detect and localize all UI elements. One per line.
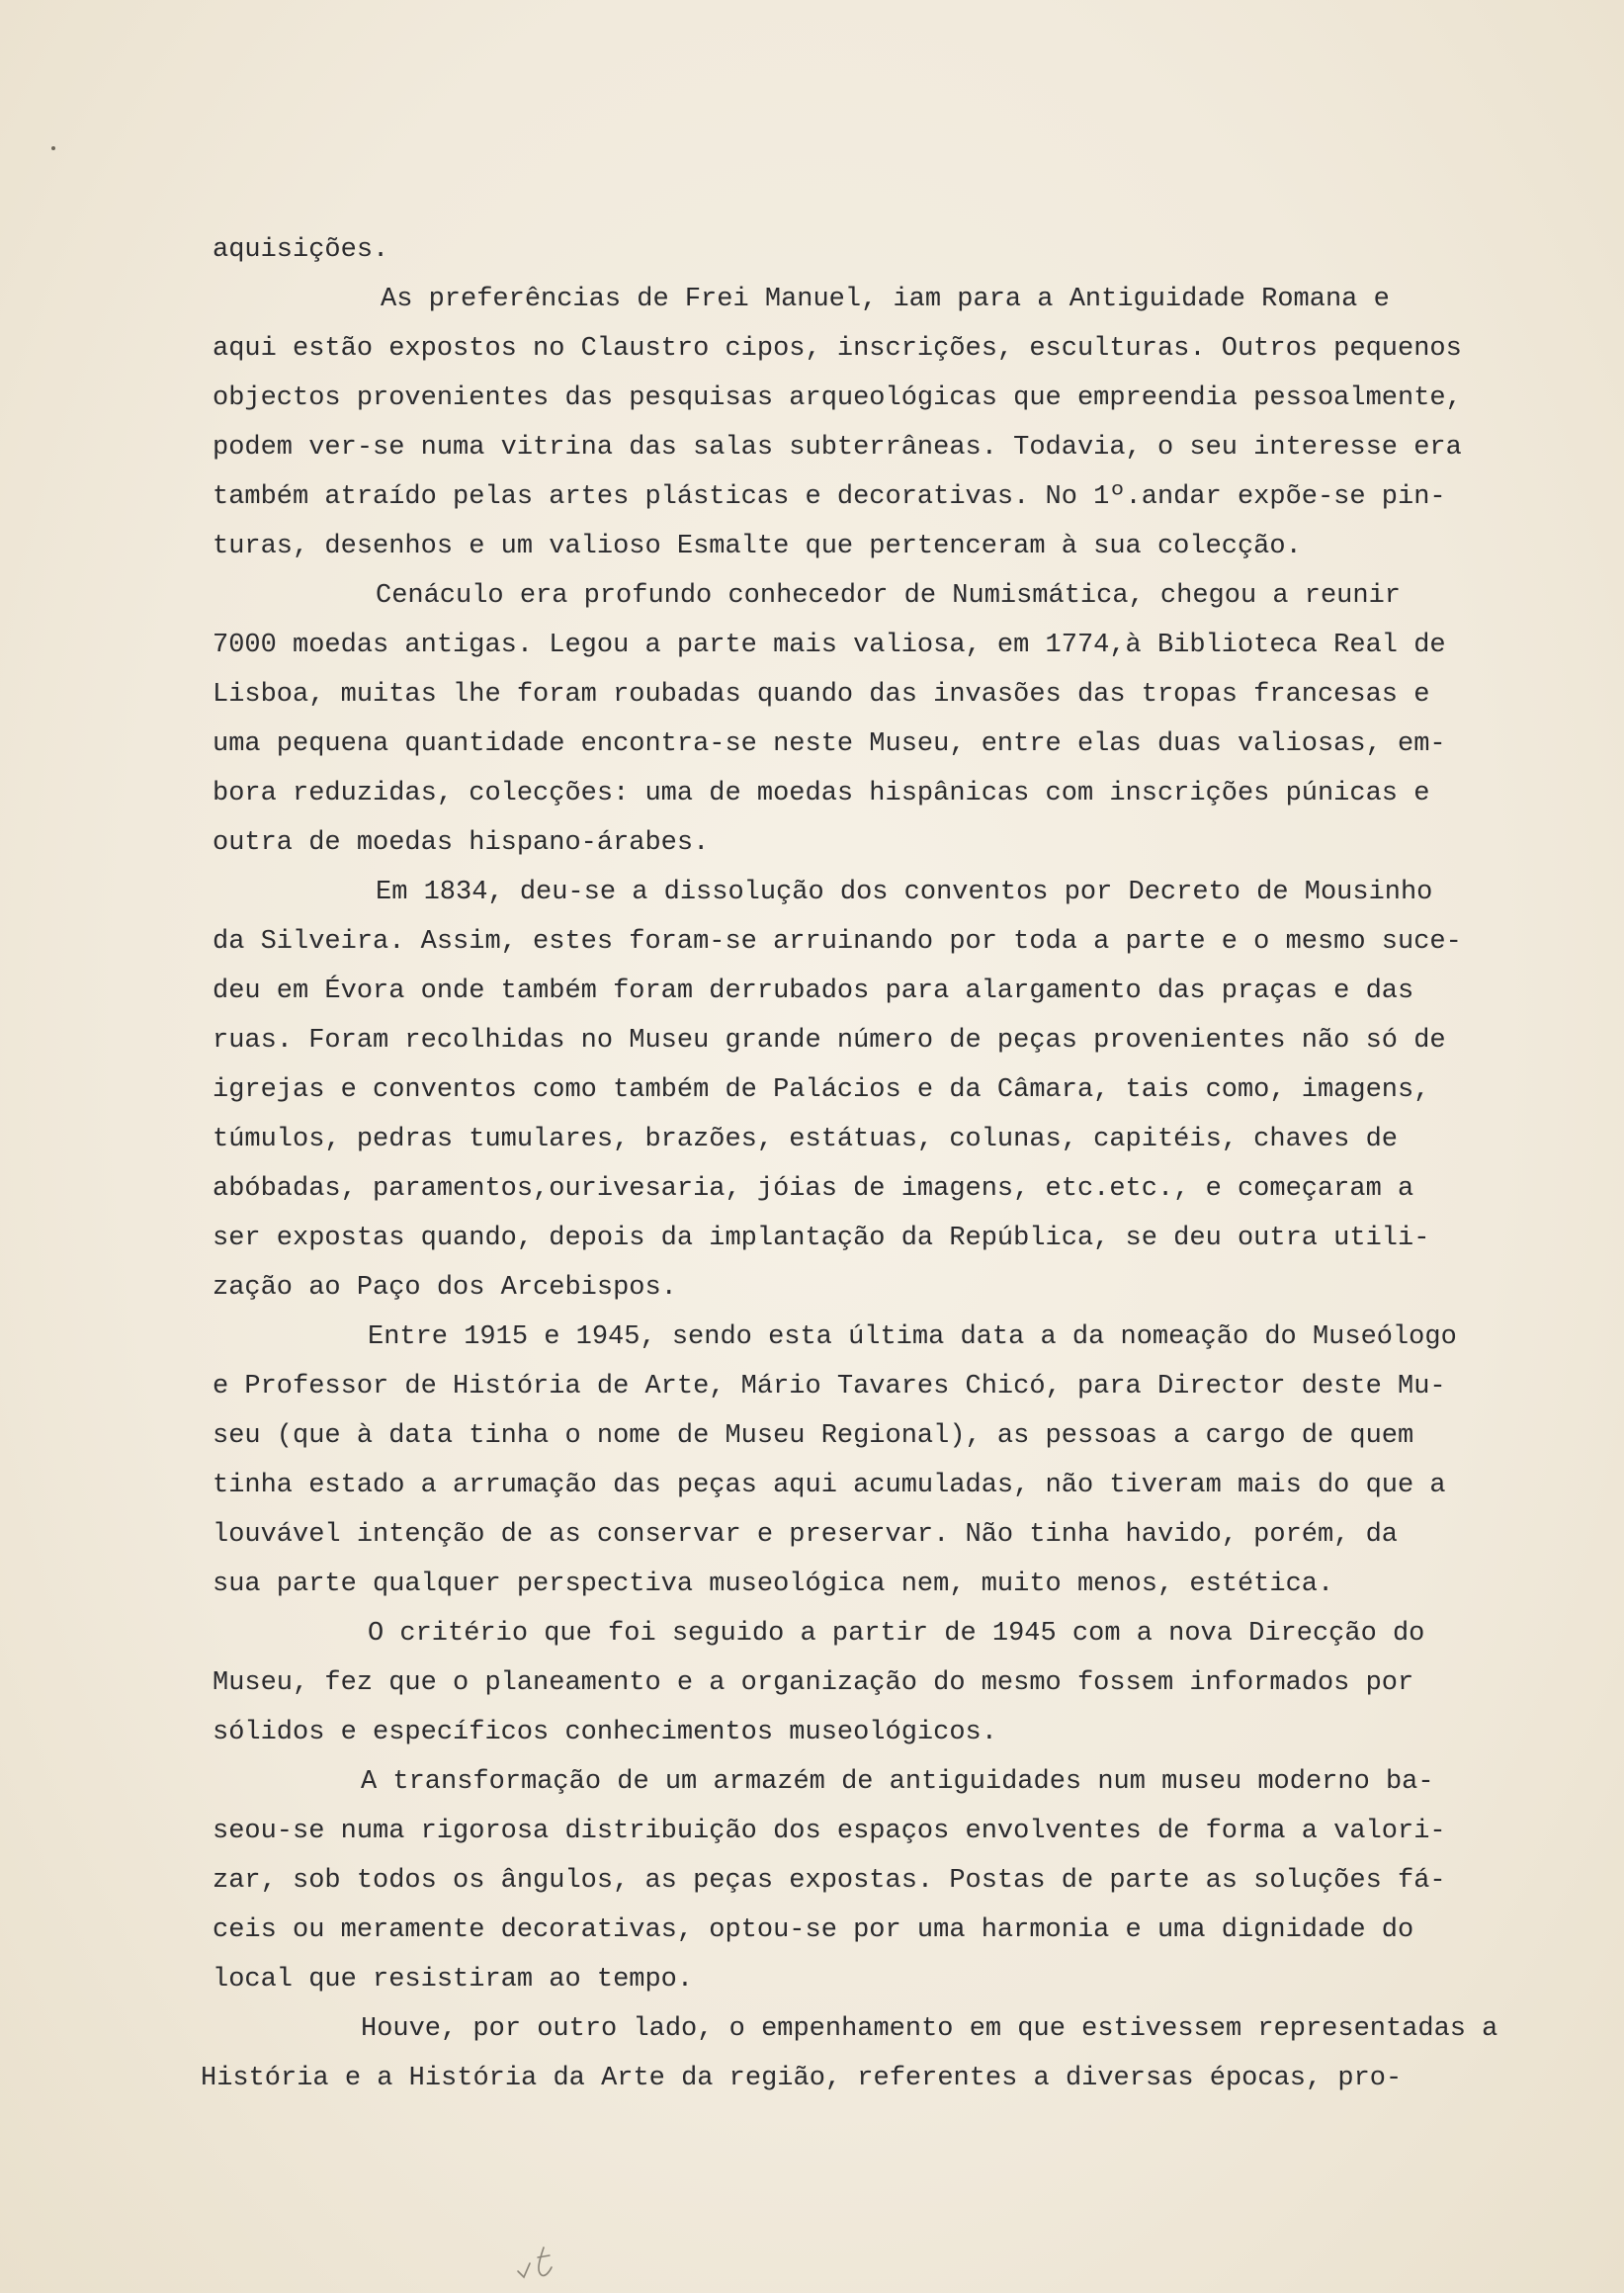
text-line-content: ceis ou meramente decorativas, optou-se por uma harmonia e uma dignidade do: [213, 1915, 1414, 1945]
text-line-content: objectos provenientes das pesquisas arqueológicas que empreendia pessoalmente,: [213, 383, 1462, 413]
text-line-content: Entre 1915 e 1945, sendo esta última data a da nomeação do Museólogo: [368, 1322, 1457, 1352]
text-line-content: zar, sob todos os ângulos, as peças expostas. Postas de parte as soluções fá-: [213, 1866, 1446, 1896]
text-line-content: zação ao Paço dos Arcebispos.: [213, 1273, 677, 1303]
text-line: [213, 720, 1537, 769]
text-line: [213, 225, 1537, 275]
text-line-content: Cenáculo era profundo conhecedor de Numismática, chegou a reunir: [376, 581, 1401, 611]
text-line-content: tinha estado a arrumação das peças aqui acumuladas, não tiveram mais do que a: [213, 1471, 1446, 1500]
text-line-content: turas, desenhos e um valioso Esmalte que pertenceram à sua colecção.: [213, 532, 1302, 561]
text-line: [213, 1807, 1537, 1856]
text-line: [213, 1461, 1537, 1510]
text-line: [213, 818, 1537, 868]
text-line-content: louvável intenção de as conservar e preservar. Não tinha havido, porém, da: [213, 1520, 1398, 1550]
text-line-content: Em 1834, deu-se a dissolução dos conventos por Decreto de Mousinho: [376, 878, 1433, 907]
text-line: [213, 1560, 1537, 1609]
text-line-content: igrejas e conventos como também de Palácios e da Câmara, tais como, imagens,: [213, 1075, 1430, 1105]
text-line: [213, 423, 1537, 472]
text-line-content: túmulos, pedras tumulares, brazões, estátuas, colunas, capitéis, chaves de: [213, 1125, 1398, 1154]
text-line-content: deu em Évora onde também foram derrubados para alargamento das praças e das: [213, 977, 1414, 1006]
text-line-content: aquisições.: [213, 235, 389, 265]
text-line-content: da Silveira. Assim, estes foram-se arruinando por toda a parte e o mesmo suce-: [213, 927, 1462, 957]
text-line-content: ruas. Foram recolhidas no Museu grande número de peças provenientes não só de: [213, 1026, 1446, 1056]
text-line-content: bora reduzidas, colecções: uma de moedas hispânicas com inscrições púnicas e: [213, 779, 1430, 808]
text-line-content: local que resistiram ao tempo.: [213, 1965, 694, 1995]
text-line: [213, 324, 1537, 374]
text-line: [201, 2054, 1537, 2103]
text-line: [213, 1362, 1537, 1411]
text-line: [213, 1856, 1537, 1906]
text-line: [213, 374, 1537, 423]
text-line-content: sólidos e específicos conhecimentos museológicos.: [213, 1718, 997, 1747]
text-line-content: Museu, fez que o planeamento e a organização do mesmo fossem informados por: [213, 1668, 1414, 1698]
text-line: [213, 2004, 1537, 2054]
text-line-content: uma pequena quantidade encontra-se neste Museu, entre elas duas valiosas, em-: [213, 729, 1446, 759]
text-line: [213, 1313, 1537, 1362]
text-line: [213, 1757, 1537, 1807]
text-line-content: aqui estão expostos no Claustro cipos, inscrições, esculturas. Outros pequenos: [213, 334, 1462, 364]
text-line: [213, 621, 1537, 670]
text-line: [213, 522, 1537, 571]
text-line: [213, 1708, 1537, 1757]
text-line: [213, 275, 1537, 324]
text-line: [213, 868, 1537, 917]
text-line: [213, 1906, 1537, 1955]
text-line-content: e Professor de História de Arte, Mário Tavares Chicó, para Director deste Mu-: [213, 1372, 1446, 1401]
text-line-content: outra de moedas hispano-árabes.: [213, 828, 710, 858]
text-line-content: Houve, por outro lado, o empenhamento em que estivessem representadas a: [361, 2014, 1498, 2044]
text-line: [213, 670, 1537, 720]
text-line-content: abóbadas, paramentos,ourivesaria, jóias de imagens, etc.etc., e começaram a: [213, 1174, 1414, 1204]
text-line-content: 7000 moedas antigas. Legou a parte mais valiosa, em 1774,à Biblioteca Real de: [213, 631, 1446, 660]
pencil-annotation-mark: [514, 2242, 563, 2281]
text-line: [213, 1016, 1537, 1065]
text-line: [213, 1658, 1537, 1708]
paper-speck: [51, 146, 55, 150]
text-line: [213, 1263, 1537, 1313]
text-line-content: seou-se numa rigorosa distribuição dos espaços envolventes de forma a valori-: [213, 1817, 1446, 1846]
text-line-content: ser expostas quando, depois da implantação da República, se deu outra utili-: [213, 1224, 1430, 1253]
text-line: [213, 769, 1537, 818]
text-line: [213, 1510, 1537, 1560]
text-line-content: Lisboa, muitas lhe foram roubadas quando das invasões das tropas francesas e: [213, 680, 1430, 710]
text-line-content: seu (que à data tinha o nome de Museu Regional), as pessoas a cargo de quem: [213, 1421, 1414, 1451]
text-line-content: também atraído pelas artes plásticas e decorativas. No 1º.andar expõe-se pin-: [213, 482, 1446, 512]
text-line: [213, 1115, 1537, 1164]
text-line-content: A transformação de um armazém de antiguidades num museu moderno ba-: [361, 1767, 1434, 1797]
text-line: [213, 917, 1537, 967]
text-line-content: As preferências de Frei Manuel, iam para a Antiguidade Romana e: [381, 285, 1390, 314]
text-line: [213, 1609, 1537, 1658]
text-line: [213, 472, 1537, 522]
text-line: [213, 1164, 1537, 1214]
text-line: [213, 1214, 1537, 1263]
text-line: [213, 1411, 1537, 1461]
text-line-content: O critério que foi seguido a partir de 1945 com a nova Direcção do: [368, 1619, 1425, 1649]
text-line: [213, 571, 1537, 621]
text-line: [213, 967, 1537, 1016]
text-line-content: podem ver-se numa vitrina das salas subterrâneas. Todavia, o seu interesse era: [213, 433, 1462, 463]
text-line: [213, 1955, 1537, 2004]
typewritten-page-body: [201, 225, 1537, 2103]
text-line: [213, 1065, 1537, 1115]
text-line-content: sua parte qualquer perspectiva museológica nem, muito menos, estética.: [213, 1570, 1334, 1599]
text-line-content: História e a História da Arte da região, referentes a diversas épocas, pro-: [201, 2064, 1403, 2093]
